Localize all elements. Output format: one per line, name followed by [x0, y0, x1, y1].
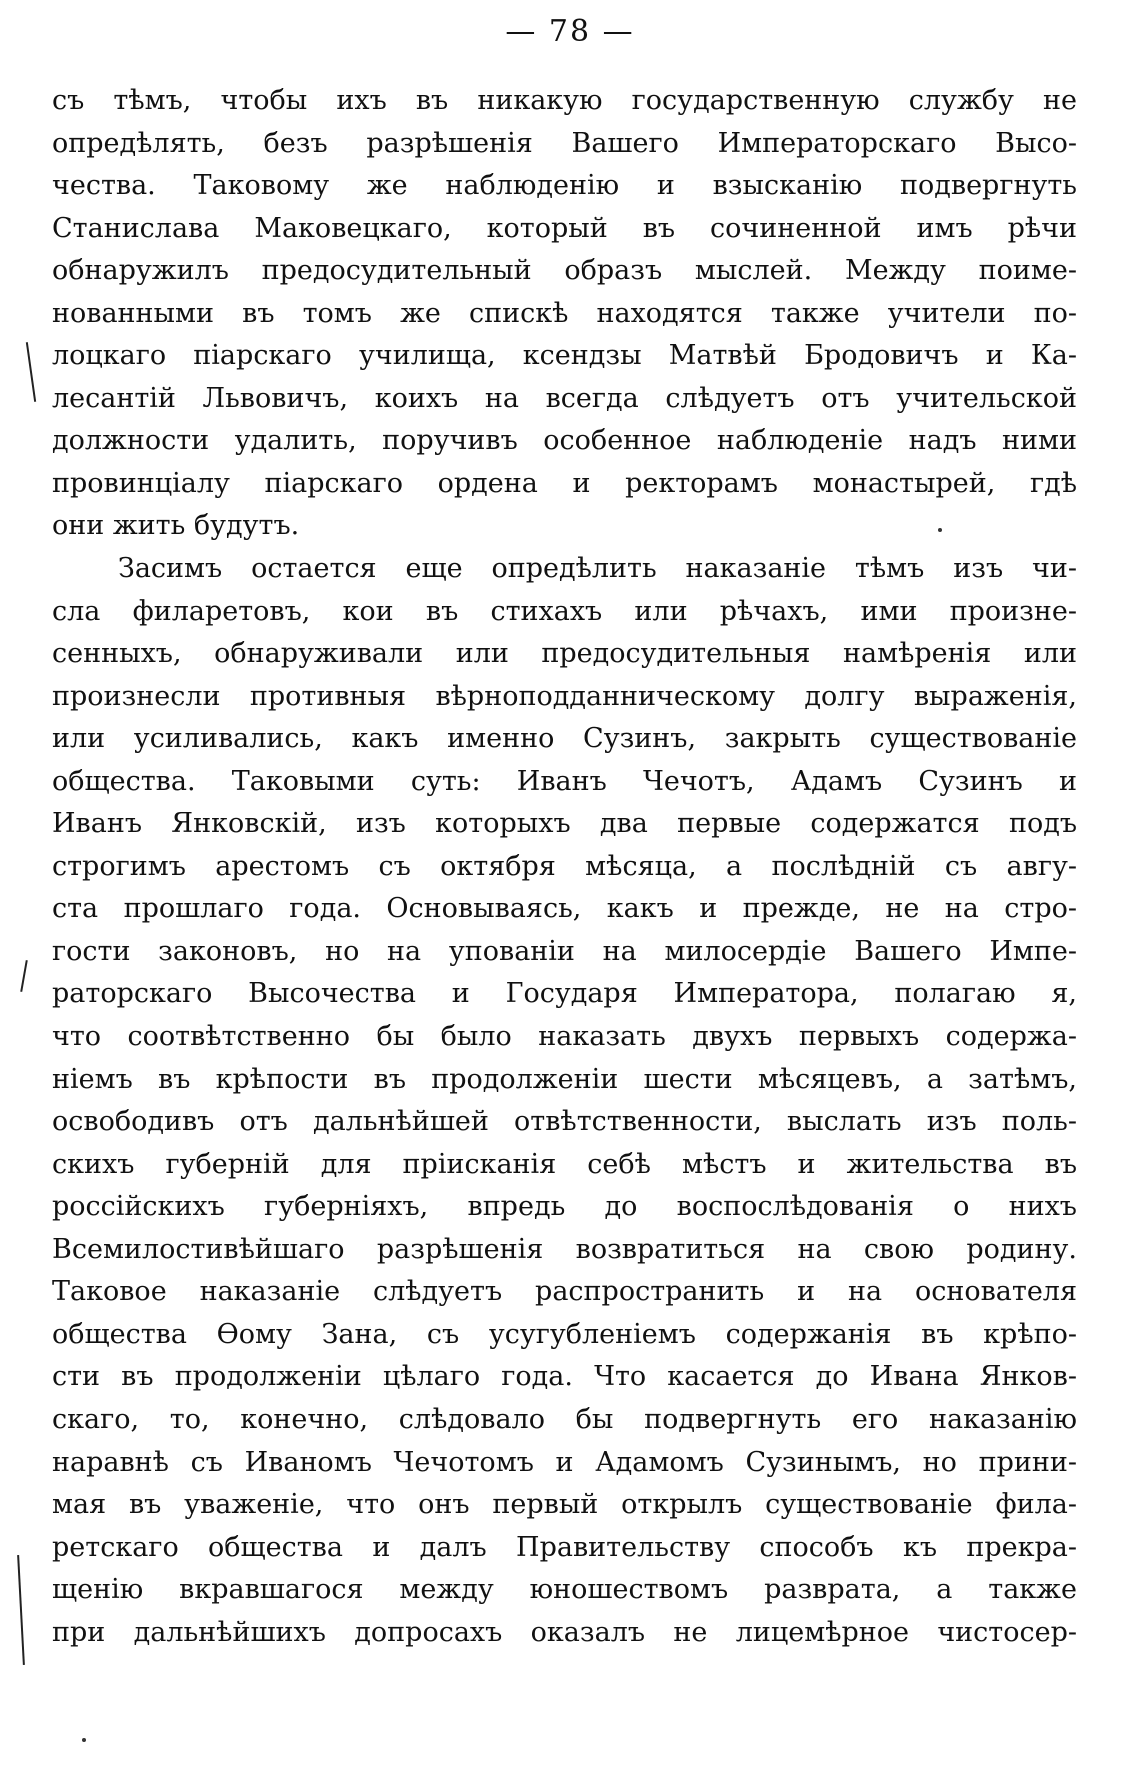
text-line: сенныхъ, обнаруживали или предосудительныя намѣренія или: [52, 638, 1077, 670]
text-line: при дальнѣйшихъ допросахъ оказалъ не лицемѣрное чистосер-: [52, 1616, 1077, 1648]
text-line: раторскаго Высочества и Государя Императора, полагаю я,: [52, 978, 1077, 1010]
text-line: провинціалу піарскаго ордена и ректорамъ монастырей, гдѣ: [52, 467, 1077, 499]
text-line: нованными въ томъ же спискѣ находятся также учители по-: [52, 297, 1077, 329]
text-line: ніемъ въ крѣпости въ продолженіи шести мѣсяцевъ, а затѣмъ,: [52, 1063, 1077, 1095]
page-number: — 78 —: [505, 14, 635, 49]
text-line: Таковое наказаніе слѣдуетъ распространить и на основателя: [52, 1276, 1077, 1308]
body-text: [52, 80, 1077, 1654]
text-line: скаго, то, конечно, слѣдовало бы подвергнуть его наказанію: [52, 1403, 1077, 1435]
text-line: произнесли противныя вѣрноподданническому долгу выраженія,: [52, 680, 1077, 712]
text-line: что соотвѣтственно бы было наказать двухъ первыхъ содержа-: [52, 1021, 1077, 1053]
ink-speck: [82, 1738, 86, 1742]
text-line: общества Ѳому Зана, съ усугубленіемъ содержанія въ крѣпо-: [52, 1318, 1077, 1350]
margin-mark: [20, 960, 28, 992]
text-line: сла филаретовъ, кои въ стихахъ или рѣчахъ, ими произне-: [52, 595, 1077, 627]
text-line: Станислава Маковецкаго, который въ сочиненной имъ рѣчи: [52, 212, 1077, 244]
margin-mark: [17, 1555, 25, 1665]
text-line: лесантій Львовичъ, коихъ на всегда слѣдуетъ отъ учительской: [52, 382, 1077, 414]
text-line: освободивъ отъ дальнѣйшей отвѣтственности, выслать изъ поль-: [52, 1106, 1077, 1138]
text-line: съ тѣмъ, чтобы ихъ въ никакую государственную службу не: [52, 85, 1077, 116]
margin-mark: [26, 342, 36, 402]
text-line: россійскихъ губерніяхъ, впредь до воспослѣдованія о нихъ: [52, 1191, 1077, 1223]
paragraph-start-line: Засимъ остается еще опредѣлить наказаніе тѣмъ изъ чи-: [118, 553, 1077, 585]
text-line: чества. Таковому же наблюденію и взысканію подвергнуть: [52, 170, 1077, 202]
text-line: Всемилостивѣйшаго разрѣшенія возвратиться на свою родину.: [52, 1233, 1077, 1265]
text-line: сти въ продолженіи цѣлаго года. Что касается до Ивана Янков-: [52, 1361, 1077, 1393]
text-line: лоцкаго піарскаго училища, ксендзы Матвѣй Бродовичъ и Ка-: [52, 340, 1077, 372]
text-line: или усиливались, какъ именно Сузинъ, закрыть существованіе: [52, 723, 1077, 755]
text-line: обнаружилъ предосудительный образъ мыслей. Между поиме-: [52, 255, 1077, 287]
text-line: ретскаго общества и далъ Правительству способъ къ прекра-: [52, 1531, 1077, 1563]
text-line: мая въ уваженіе, что онъ первый открылъ существованіе фила-: [52, 1489, 1077, 1521]
text-line: общества. Таковыми суть: Иванъ Чечотъ, Адамъ Сузинъ и: [52, 765, 1077, 797]
text-line: должности удалить, поручивъ особенное наблюденіе надъ ними: [52, 425, 1077, 457]
text-line: они жить будутъ.: [52, 510, 300, 542]
text-line: Иванъ Янковскій, изъ которыхъ два первые содержатся подъ: [52, 808, 1077, 840]
text-line: ста прошлаго года. Основываясь, какъ и прежде, не на стро-: [52, 893, 1077, 925]
text-line: щенію вкравшагося между юношествомъ разврата, а также: [52, 1574, 1077, 1606]
text-line: наравнѣ съ Иваномъ Чечотомъ и Адамомъ Сузинымъ, но прини-: [52, 1446, 1077, 1478]
text-line: опредѣлять, безъ разрѣшенія Вашего Императорскаго Высо-: [52, 127, 1077, 159]
text-line: гости законовъ, но на упованіи на милосердіе Вашего Импе-: [52, 935, 1077, 967]
text-line: строгимъ арестомъ съ октября мѣсяца, а послѣдній съ авгу-: [52, 850, 1077, 882]
text-line: скихъ губерній для пріисканія себѣ мѣстъ и жительства въ: [52, 1148, 1077, 1180]
